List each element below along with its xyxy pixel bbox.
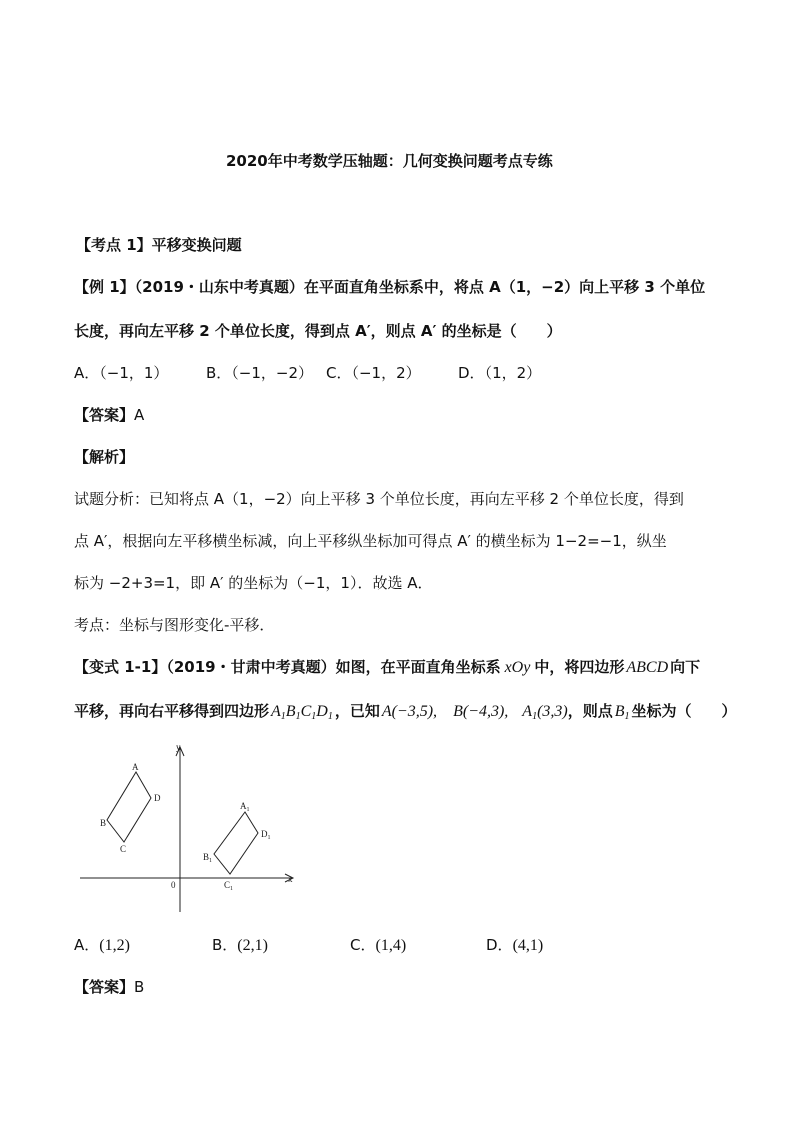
variant1-line2: 平移，再向右平移得到四边形 $A_1B_1C_1D_1$ ，已知 A(−3,5), B(−4,3), $A_1(3,3)$，则点 $B_1$ 坐标为（ ）	[74, 702, 737, 722]
example1-line1: 【例 1】（2019・山东中考真题）在平面直角坐标系中，将点 A（1，−2）向上平移 3 个单位	[74, 278, 706, 296]
quad-a1b1c1d1: $A_1B_1C_1D_1$	[271, 703, 333, 722]
v-option-c: C．(1,4)	[350, 936, 407, 954]
option-d: D．（1，2）	[458, 364, 542, 382]
label-c: C	[120, 844, 127, 854]
coordinate-figure	[80, 742, 306, 916]
example1-line2: 长度，再向左平移 2 个单位长度，得到点 A′，则点 A′ 的坐标是（ ）	[74, 322, 562, 340]
label-d1: $D_1$	[261, 829, 271, 841]
example1-analysis-label: 【解析】	[74, 448, 135, 466]
label-a1: $A_1$	[240, 801, 250, 813]
option-b: B．（−1，−2）	[206, 364, 314, 382]
variant1-answer: 【答案】B	[74, 978, 145, 996]
example1-answer: 【答案】A	[74, 406, 145, 424]
quad-abcd	[107, 772, 151, 842]
v-option-b: B．(2,1)	[212, 936, 268, 954]
y-label: y	[176, 742, 181, 752]
label-c1: $C_1$	[224, 880, 234, 892]
v-option-d: D．(4,1)	[486, 936, 544, 954]
label-b1: $B_1$	[203, 852, 213, 864]
option-a: A．（−1，1）	[74, 364, 169, 382]
quad-a1b1c1d1-shape	[214, 812, 258, 874]
analysis-line-2: 点 A′，根据向左平移横坐标减，向上平移纵坐标加可得点 A′ 的横坐标为 1−2=−1，纵坐	[74, 532, 667, 550]
x-label: x	[288, 874, 293, 884]
label-a: A	[132, 762, 139, 772]
label-b: B	[100, 818, 107, 828]
point-a1-coord: $A_1(3,3)$	[522, 703, 568, 722]
section-heading: 【考点 1】平移变换问题	[76, 236, 242, 254]
kaodian-line: 考点：坐标与图形变化-平移．	[74, 616, 275, 634]
v-option-a: A．(1,2)	[74, 936, 130, 954]
label-d: D	[154, 793, 161, 803]
analysis-line-1: 试题分析：已知将点 A（1，−2）向上平移 3 个单位长度，再向左平移 2 个单位长度，得到	[74, 490, 684, 508]
page-title: 2020年中考数学压轴题：几何变换问题考点专练	[226, 152, 553, 170]
variant1-line1: 【变式 1-1】（2019・甘肃中考真题）如图，在平面直角坐标系 xOy 中，将四边形 ABCD 向下	[74, 658, 701, 676]
analysis-line-3: 标为 −2+3=1，即 A′ 的坐标为（−1，1）．故选 A．	[74, 574, 433, 592]
example1-options	[74, 362, 541, 383]
point-b1: $B_1$	[614, 703, 630, 722]
origin-label: 0	[171, 880, 176, 890]
option-c: C．（−1，2）	[326, 364, 421, 382]
variant1-options	[74, 934, 543, 955]
